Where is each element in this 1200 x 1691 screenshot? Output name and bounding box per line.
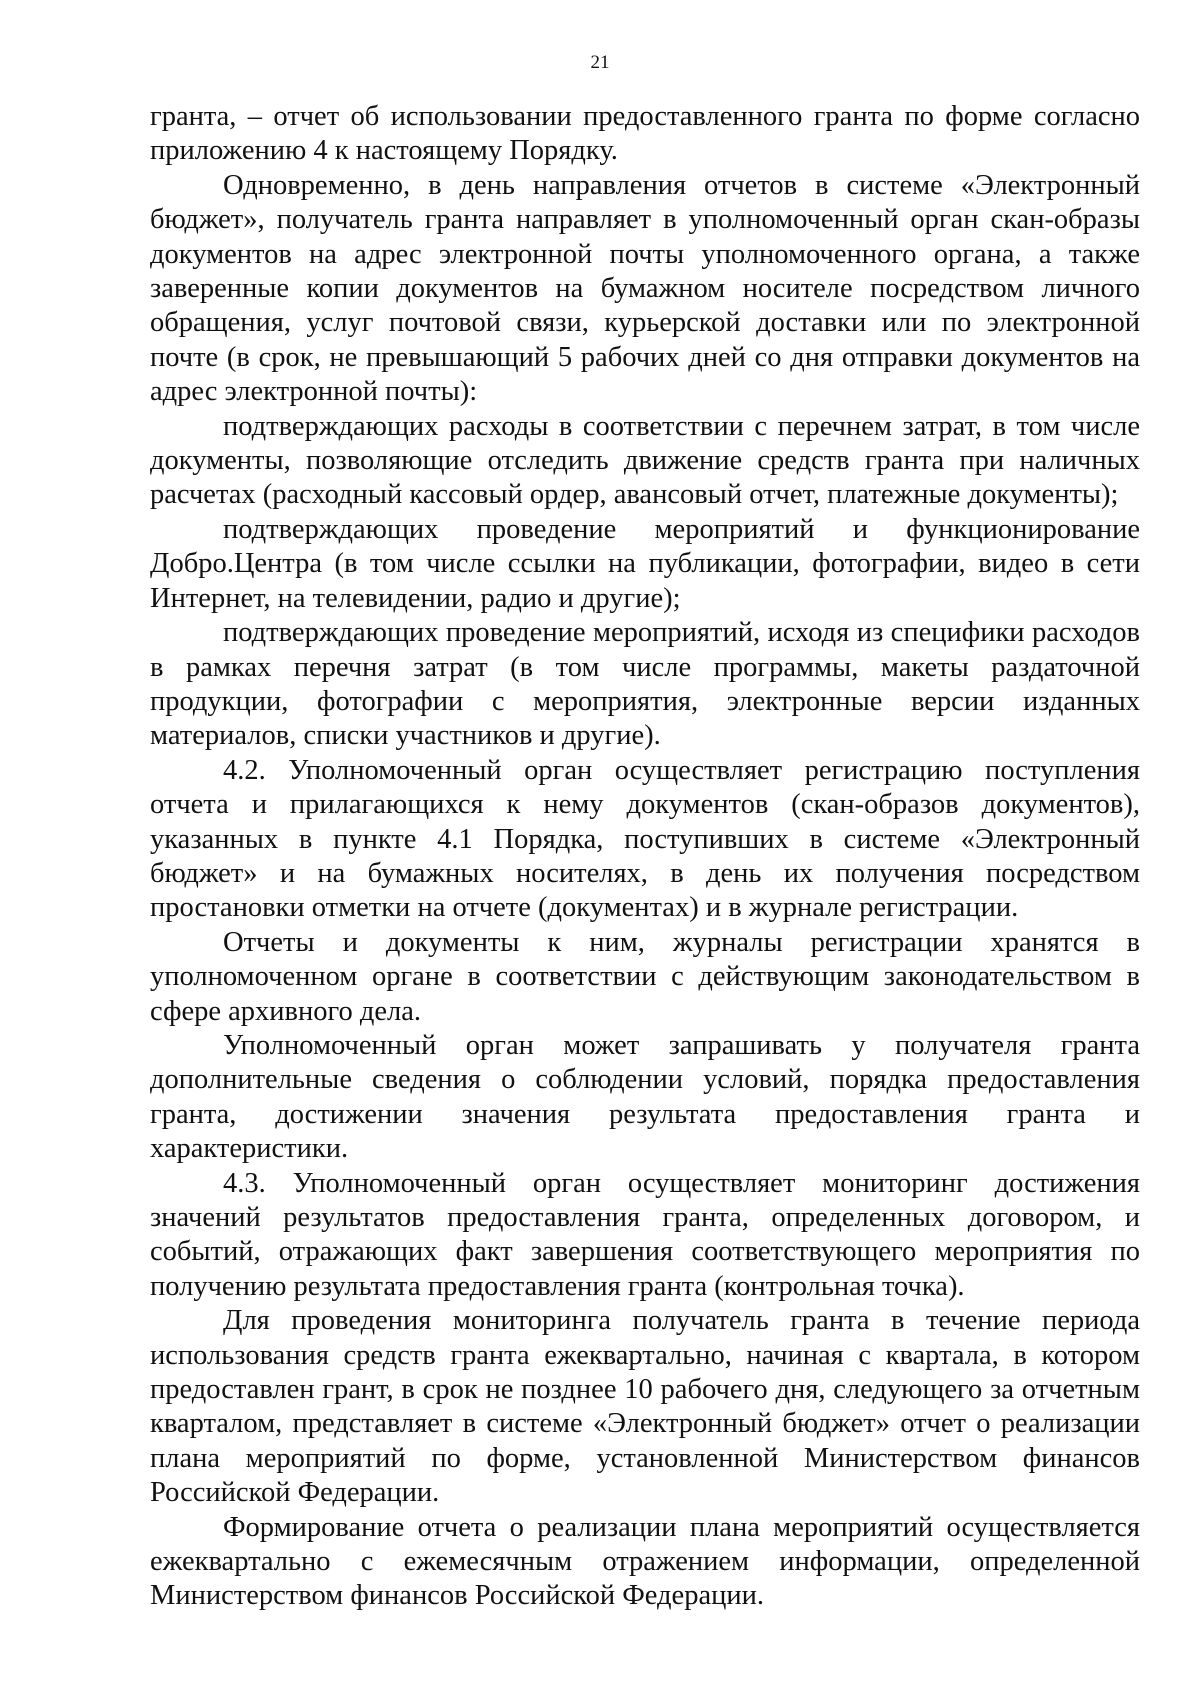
paragraph-section-4-2: 4.2. Уполномоченный орган осуществляет регистрацию поступления отчета и прилагающихся к нему документов (скан-образов документов), указанных в пункте 4.1 Порядка, поступивших в системе «Электронный бюджет» и на бумажных носителях, в день их получения посредством простановки отметки на отчете (документах) и в журнале регистрации. (150, 754, 1140, 924)
paragraph-specific-expense-confirmation: подтверждающих проведение мероприятий, исходя из специфики расходов в рамках перечня затрат (в том числе программы, макеты раздаточной продукции, фотографии с мероприятия, электронные версии изданных материалов, списки участников и другие). (150, 617, 1140, 752)
paragraph-document-storage: Отчеты и документы к ним, журналы регистрации хранятся в уполномоченном органе в соответствии с действующим законодательством в сфере архивного дела. (150, 926, 1140, 1027)
paragraph-expense-confirmation: подтверждающих расходы в соответствии с перечнем затрат, в том числе документы, позволяющие отследить движение средств гранта при наличных расчетах (расходный кассовый ордер, авансовый отчет, платежные документы); (150, 410, 1140, 511)
paragraph-grant-report-continuation: гранта, – отчет об использовании предоставленного гранта по форме согласно приложению 4 к настоящему Порядку. (150, 101, 1140, 167)
paragraph-event-confirmation: подтверждающих проведение мероприятий и функционирование Добро.Центра (в том числе ссылки на публикации, фотографии, видео в сети Интернет, на телевидении, радио и другие); (150, 513, 1140, 614)
paragraph-additional-info-request: Уполномоченный орган может запрашивать у получателя гранта дополнительные сведения о соблюдении условий, порядка предоставления гранта, достижении значения результата предоставления гранта и характеристики. (150, 1029, 1140, 1165)
document-body (150, 100, 1140, 1614)
paragraph-monitoring-procedure: Для проведения мониторинга получатель гранта в течение периода использования средств гранта ежеквартально, начиная с квартала, в котором предоставлен грант, в срок не позднее 10 рабочего дня, следующего за отчетным кварталом, представляет в системе «Электронный бюджет» отчет о реализации плана мероприятий по форме, установленной Министерством финансов Российской Федерации. (150, 1305, 1140, 1509)
paragraph-section-4-3: 4.3. Уполномоченный орган осуществляет мониторинг достижения значений результатов предоставления гранта, определенных договором, и событий, отражающих факт завершения соответствующего мероприятия по получению результата предоставления гранта (контрольная точка). (150, 1167, 1140, 1302)
paragraph-simultaneous-submission: Одновременно, в день направления отчетов в системе «Электронный бюджет», получатель гранта направляет в уполномоченный орган скан-образы документов на адрес электронной почты уполномоченного органа, а также заверенные копии документов на бумажном носителе посредством личного обращения, услуг почтовой связи, курьерской доставки или по электронной почте (в срок, не превышающий 5 рабочих дней со дня отправки документов на адрес электронной почты): (150, 169, 1140, 408)
paragraph-report-formation: Формирование отчета о реализации плана мероприятий осуществляется ежеквартально с ежемесячным отражением информации, определенной Министерством финансов Российской Федерации. (150, 1511, 1140, 1612)
page-number: 21 (590, 52, 610, 73)
